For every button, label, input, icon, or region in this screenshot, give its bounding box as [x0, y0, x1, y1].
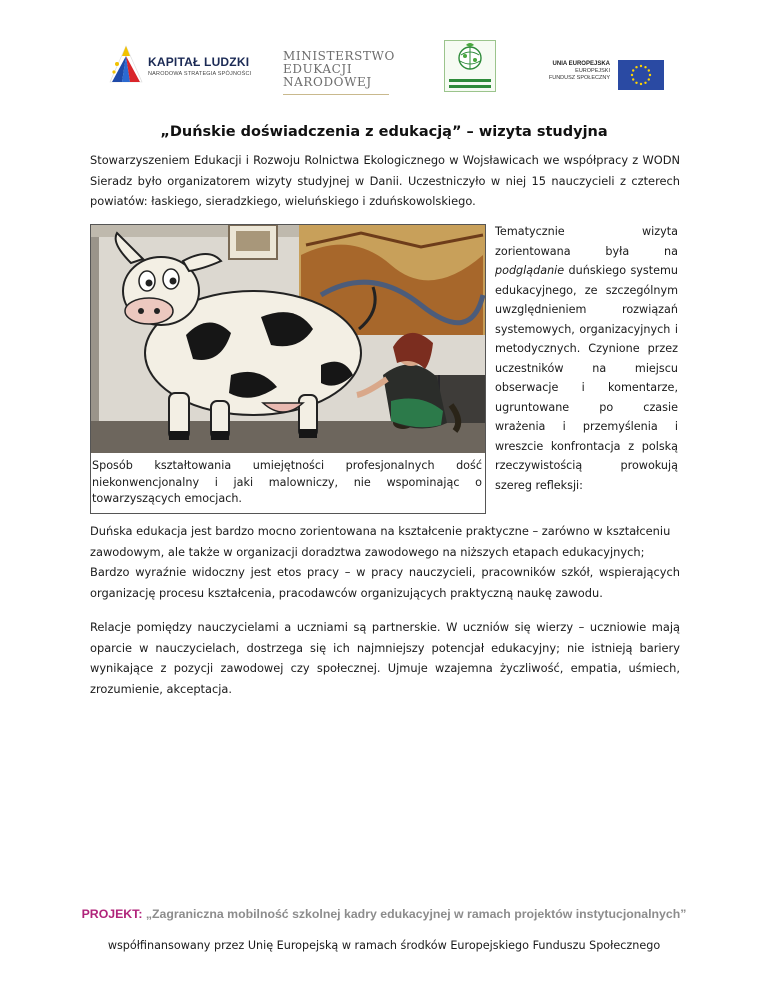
- relations-paragraph: Relacje pomiędzy nauczycielami a uczniami są partnerskie. W uczniów się wierzy – uczniowie mają oparcie w nauczycielach, dostrzega się ich najmniejszy potencjał edukacyjny; nie istnieją bariery wynikające z pozycji zawodowej czy społecznej. Ujmuje wzajemna życzliwość, empatia, uśmiech, zrozumienie, akceptacja.: [90, 620, 680, 696]
- intro-paragraph: Stowarzyszeniem Edukacji i Rozwoju Rolnictwa Ekologicznego w Wojsławicach we współpracy z WODN Sieradz było organizatorem wizyty studyjnej w Danii. Uczestniczyło w niej 15 nauczycieli z czterech powiatów: łaskiego, sieradzkiego, wieluńskiego i zduńskowolskiego.: [90, 153, 680, 208]
- footer-funding: współfinansowany przez Unię Europejską w ramach środków Europejskiego Funduszu Społecznego: [107, 939, 661, 952]
- ministry-line-3: NARODOWEJ: [283, 75, 372, 89]
- side-column-text: [495, 222, 678, 495]
- kapital-ludzki-mark-icon: [108, 42, 144, 84]
- ministry-logo: [283, 50, 393, 100]
- photo-figure: [90, 224, 486, 514]
- photo-caption: Sposób kształtowania umiejętności profesjonalnych dość niekonwencjonalny i jaki malowniczy, nie wspominając o towarzyszących emocjach.: [92, 459, 482, 506]
- side-text-after: duńskiego systemu edukacyjnego, ze szczególnym uwzględnieniem rozwiązań systemowych, organizacyjnych i metodycznych. Czynione przez uczestników na miejscu obserwacje i komentarze, ugruntowane po czasie wrażenia i przemyślenia i wreszcie konfrontacja z polską rzeczywistością prowokują szereg refleksji:: [495, 264, 678, 492]
- eu-line-3: FUNDUSZ SPOŁECZNY: [548, 75, 610, 81]
- cow-cutout-photo: [91, 225, 485, 453]
- eu-logo-text: [540, 61, 610, 82]
- footer-project-title: „Zagraniczna mobilność szkolnej kadry edukacyjnej w ramach projektów instytucjonalnych”: [145, 907, 687, 921]
- organisation-bar-bottom: [449, 85, 491, 88]
- ministry-line-1: MINISTERSTWO: [283, 49, 395, 63]
- practice-paragraph-line-2: Bardzo wyraźnie widoczny jest etos pracy – w pracy nauczycieli, pracowników szkół, wspierających organizację procesu kształcenia, pracodawców organizujących praktyczną naukę zawodu.: [90, 565, 680, 600]
- practice-paragraph: [90, 521, 680, 603]
- document-title: „Duńskie doświadczenia z edukacją” – wizyta studyjna: [160, 124, 608, 140]
- kapital-ludzki-logo: [108, 42, 258, 86]
- footer-project-label: PROJEKT:: [81, 907, 143, 921]
- ministry-line-2: EDUKACJI: [283, 62, 353, 76]
- kapital-ludzki-subtitle: NARODOWA STRATEGIA SPÓJNOŚCI: [148, 71, 252, 77]
- kapital-ludzki-title: KAPITAŁ LUDZKI: [148, 55, 250, 69]
- side-text-before: Tematycznie wizyta zorientowana była na: [495, 225, 678, 258]
- side-text-italic: podglądanie: [495, 264, 565, 277]
- globe-leaf-icon: [445, 41, 495, 77]
- organisation-bar-top: [449, 79, 491, 82]
- logo-header: [0, 40, 768, 100]
- eu-logo: [540, 60, 670, 92]
- ministry-rule: [283, 94, 389, 95]
- footer-project: [0, 906, 768, 922]
- eu-line-1: UNIA EUROPEJSKA: [552, 61, 610, 67]
- organisation-logo-icon: [444, 40, 496, 92]
- practice-paragraph-line-1: Duńska edukacja jest bardzo mocno zorientowana na kształcenie praktyczne – zarówno w kształceniu zawodowym, ale także w organizacji doradztwa zawodowego na niższych etapach edukacyjnych;: [90, 524, 671, 559]
- eu-line-2: EUROPEJSKI: [575, 68, 610, 74]
- eu-flag-icon: [618, 60, 664, 90]
